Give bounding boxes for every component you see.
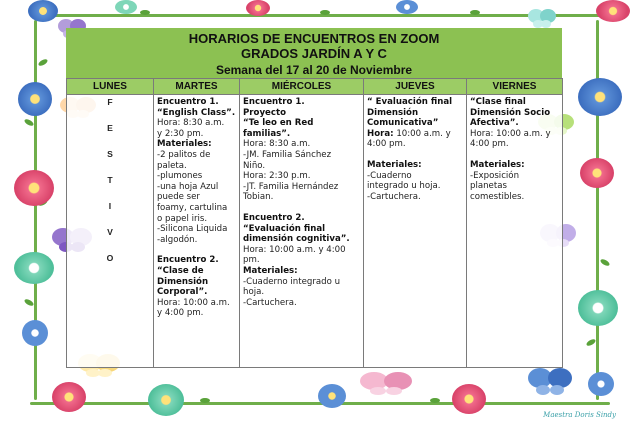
flower-icon [578, 290, 618, 326]
viernes-cell [467, 95, 563, 368]
miercoles-enc1-title: Encuentro 1. [243, 97, 305, 107]
jueves-name-line: Comunicativa” [367, 118, 439, 129]
leaf [320, 10, 330, 15]
lunes-cell [67, 95, 154, 368]
flower-icon [246, 0, 270, 16]
materials-line: hoja. [243, 287, 265, 298]
materials-line: foamy, cartulina [157, 202, 228, 213]
jueves-hora-value2: 4:00 pm. [367, 139, 406, 150]
flower-icon [588, 372, 614, 396]
viernes-hora-line: 4:00 pm. [470, 139, 509, 150]
materials-line: paleta. [157, 160, 187, 171]
materials-line: -una hoja Azul [157, 181, 219, 192]
viernes-name-line: Dimensión Socio [470, 107, 551, 118]
miercoles-enc2-hora-line: pm. [243, 255, 260, 266]
flower-icon [14, 252, 54, 284]
materials-line: -algodón. [157, 234, 198, 245]
martes-materiales-label: Materiales: [157, 139, 212, 150]
leaf [430, 398, 440, 403]
flower-icon [596, 0, 630, 22]
column-header-row [67, 79, 563, 95]
flower-icon [22, 320, 48, 346]
miercoles-materiales-label: Materiales: [243, 265, 298, 276]
miercoles-enc2-title: Encuentro 2. [243, 212, 305, 223]
martes-enc2-title: Encuentro 2. [157, 255, 219, 266]
title-line-2: GRADOS JARDÍN A Y C [241, 46, 387, 61]
leaf [470, 10, 480, 15]
col-header-viernes: VIERNES [467, 79, 563, 95]
title-line-1: HORARIOS DE ENCUENTROS EN ZOOM [188, 31, 440, 46]
martes-cell [154, 95, 240, 368]
flower-icon [396, 0, 418, 14]
flower-icon [580, 158, 614, 188]
jueves-materiales-label: Materiales: [367, 159, 422, 170]
leaf [585, 338, 596, 347]
martes-enc2-hora2: y 4:00 pm. [157, 308, 204, 319]
leaf [23, 298, 34, 307]
festivo-letter: S [107, 149, 113, 159]
jueves-hora-value: 10:00 a.m. y [396, 128, 451, 139]
leaf [200, 398, 210, 403]
flower-icon [28, 0, 58, 22]
martes-enc2-name-line: Dimensión [157, 276, 209, 287]
week-subtitle: Semana del 17 al 20 de Noviembre [215, 63, 413, 77]
materials-line: puede ser [157, 192, 200, 203]
materials-line: integrado u hoja. [367, 181, 441, 192]
flower-icon [578, 78, 622, 116]
festivo-letter: E [107, 123, 113, 133]
viernes-name-line: “Clase final [470, 97, 526, 107]
schedule-header [66, 28, 562, 78]
miercoles-enc1-line: -JM. Familia Sánchez [243, 149, 332, 160]
col-header-jueves: JUEVES [364, 79, 467, 95]
jueves-name-line: “ Evaluación final [367, 97, 453, 107]
leaf [37, 58, 48, 67]
materials-line: -Cuaderno [367, 170, 412, 181]
viernes-materiales-label: Materiales: [470, 159, 525, 170]
miercoles-enc2-hora-line: Hora: 10:00 a.m. y 4:00 [243, 244, 346, 255]
flower-icon [148, 384, 184, 416]
schedule-card [66, 28, 562, 378]
schedule-row [67, 95, 563, 368]
col-header-miercoles: MIÉRCOLES [240, 79, 364, 95]
festivo-letter: O [106, 253, 114, 263]
martes-enc2-name-line: “Clase de [157, 265, 204, 276]
festivo-letter: T [107, 175, 113, 185]
flower-icon [452, 384, 486, 414]
materials-line: -Cartuchera. [367, 191, 421, 202]
martes-enc1-hora: Hora: 8:30 a.m. [157, 118, 225, 129]
jueves-hora [367, 129, 463, 140]
materials-line: -Cartuchera. [243, 297, 297, 308]
materials-line: comestibles. [470, 191, 525, 202]
materials-line: -Cuaderno integrado u [243, 276, 341, 287]
miercoles-enc2-name-line: dimensión cognitiva”. [243, 234, 350, 245]
materials-line: -2 palitos de [157, 149, 211, 160]
miercoles-cell [240, 95, 364, 368]
miercoles-enc1-sub: Proyecto [243, 107, 286, 118]
flower-icon [18, 82, 52, 116]
flower-icon [318, 384, 346, 408]
miercoles-enc1-line: Hora: 2:30 p.m. [243, 171, 311, 182]
signature: Maestra Doris Sindy [543, 411, 616, 419]
schedule-table [66, 78, 563, 368]
jueves-hora-label: Hora: [367, 128, 394, 139]
martes-enc2-hora: Hora: 10:00 a.m. [157, 297, 230, 308]
martes-enc2-name-line: Corporal”. [157, 287, 208, 298]
miercoles-enc1-name-line: familias”. [243, 128, 291, 139]
festivo-letter: V [107, 227, 113, 237]
materials-line: -Silicona Liquida [157, 224, 228, 235]
materials-line: -Exposición [470, 170, 520, 181]
miercoles-enc1-name-line: “Te leo en Red [243, 118, 314, 129]
miercoles-enc1-line: Niño. [243, 160, 266, 171]
right-vine [596, 20, 599, 400]
flower-icon [52, 382, 86, 412]
viernes-name-line: Afectiva”. [470, 118, 519, 129]
leaf [23, 118, 34, 127]
miercoles-enc1-line: Tobian. [243, 192, 274, 203]
leaf [140, 10, 150, 15]
viernes-hora-line: Hora: 10:00 a.m. y [470, 128, 551, 139]
jueves-name-line: Dimensión [367, 107, 419, 118]
top-vine [30, 14, 610, 17]
martes-enc1-hora2: y 2:30 pm. [157, 128, 204, 139]
materials-line: planetas [470, 181, 507, 192]
flower-icon [115, 0, 137, 14]
flower-icon [14, 170, 54, 206]
festivo-letter: I [108, 201, 112, 211]
miercoles-enc2-name-line: “Evaluación final [243, 223, 326, 234]
martes-enc1-title: Encuentro 1. [157, 97, 219, 107]
butterfly-icon [528, 8, 556, 28]
miercoles-enc1-line: -JT. Familia Hernández [243, 181, 339, 192]
col-header-martes: MARTES [154, 79, 240, 95]
festivo-letter: F [107, 97, 113, 107]
materials-line: -plumones [157, 171, 203, 182]
materials-line: o papel iris. [157, 213, 208, 224]
jueves-cell [364, 95, 467, 368]
martes-enc1-name: “English Class”. [157, 107, 236, 118]
leaf [599, 258, 610, 267]
miercoles-enc1-line: Hora: 8:30 a.m. [243, 139, 311, 150]
col-header-lunes: LUNES [67, 79, 154, 95]
